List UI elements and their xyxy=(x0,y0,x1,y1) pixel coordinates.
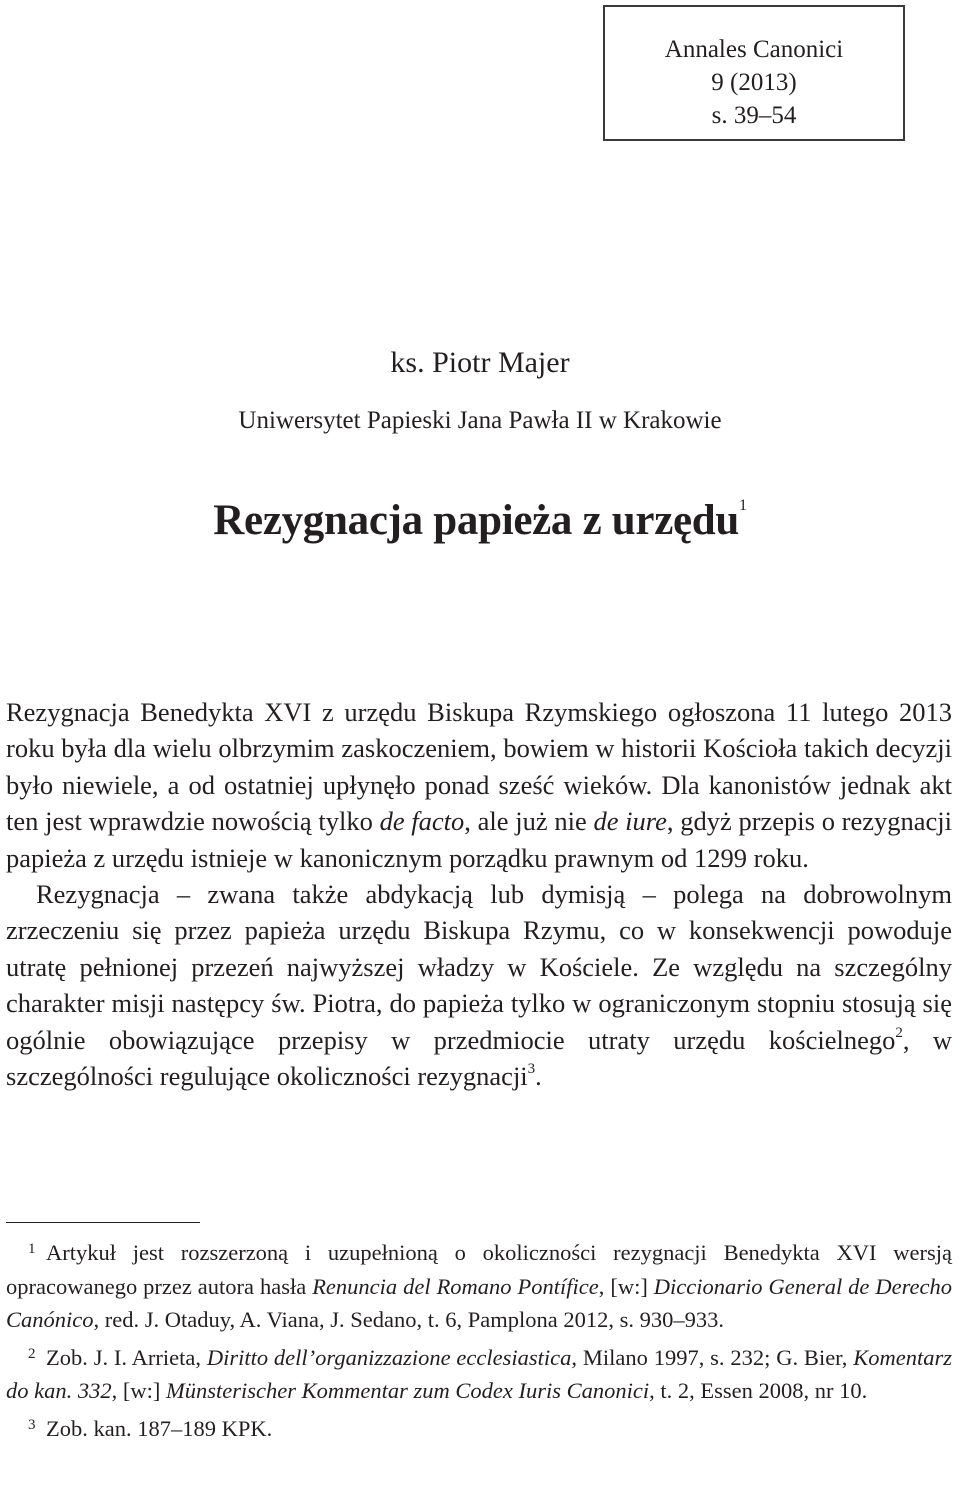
footnotes xyxy=(6,1236,952,1449)
paragraph-1 xyxy=(6,694,952,876)
author-affiliation: Uniwersytet Papieski Jana Pawła II w Krakowie xyxy=(238,407,722,434)
footnote-italic: Diritto dell’organizzazione ecclesiastica xyxy=(206,1344,572,1370)
footnote-text: Zob. J. I. Arrieta, xyxy=(46,1344,207,1370)
paragraph-1-text: , ale już nie xyxy=(464,806,594,837)
paragraph-1-text: , gdyż przepis o rezygnacji papieża z urzędu istnieje w kanonicznym porządku prawnym od 1299 roku. xyxy=(6,806,953,873)
footnote-text: , [w:] xyxy=(111,1378,166,1403)
footnote-text: Artykuł jest rozszerzoną i uzupełnioną o okoliczności rezygnacji Benedykta XVI wersją opracowanego przez autora hasła xyxy=(6,1240,952,1299)
title-footnote-ref[interactable]: 1 xyxy=(739,497,747,514)
article-title xyxy=(0,493,960,549)
paragraph-1-text: Rezygnacja Benedykta XVI z urzędu Biskupa Rzymskiego ogłoszona 11 lutego 2013 roku była dla wielu olbrzymim zaskoczeniem, bowiem w historii Kościoła takich decyzji było niewiele, a od ostatniej upłynęło ponad sześć wieków. Dla kanonistów jednak akt ten jest wprawdzie nowością tylko xyxy=(6,697,952,837)
footnote-text: , t. 2, Essen 2008, nr 10. xyxy=(649,1378,868,1403)
author-name: ks. Piotr Majer xyxy=(390,346,570,379)
paragraph-2-text: , w szczególności regulujące okoliczności rezygnacji xyxy=(6,1024,953,1092)
footnote-text: , Milano 1997, s. 232; G. Bier, xyxy=(571,1344,854,1370)
footnote-ref-3[interactable]: 3 xyxy=(527,1061,536,1078)
journal-info-box xyxy=(603,5,905,141)
footnote-italic: Diccionario General de Derecho Canónico xyxy=(6,1273,953,1332)
footnote-italic: Münsterischer Kommentar zum Codex Iuris Canonici xyxy=(166,1378,650,1403)
paragraph-2-text: . xyxy=(535,1061,542,1092)
footnote-2: 2 Zob. J. I. Arrieta, Diritto dell’organizzazione ecclesiastica, Milano 1997, s. 232; G. Bier, Komentarz do kan. 332, [w:] Münsterischer Kommentar zum Codex Iuris Canonici, t. 2, Essen 2008, nr 10. xyxy=(6,1344,953,1403)
paragraph-2 xyxy=(6,876,952,1094)
article-body xyxy=(6,694,952,1094)
footnote-1: 1 Artykuł jest rozszerzoną i uzupełnioną o okoliczności rezygnacji Benedykta XVI wersją opracowanego przez autora hasła Renuncia del Romano Pontífice, [w:] Diccionario General de Derecho Canónico, red. J. Otaduy, A. Viana, J. Sedano, t. 6, Pamplona 2012, s. 930–933. xyxy=(6,1240,953,1332)
footnote-separator xyxy=(6,1222,200,1223)
footnote-ref-2[interactable]: 2 xyxy=(895,1024,903,1041)
article-title-text: Rezygnacja papieża z urzędu xyxy=(213,497,740,544)
italic-term: de facto xyxy=(379,806,465,837)
footnote-text: Zob. kan. 187–189 KPK. xyxy=(46,1415,273,1441)
footnote-3: 3 Zob. kan. 187–189 KPK. xyxy=(28,1415,273,1441)
italic-term: de iure xyxy=(593,806,667,837)
footnote-text: , red. J. Otaduy, A. Viana, J. Sedano, t. 6, Pamplona 2012, s. 930–933. xyxy=(93,1307,724,1332)
journal-pages: s. 39–54 xyxy=(711,102,797,129)
journal-name: Annales Canonici xyxy=(664,36,844,63)
footnote-text: , [w:] xyxy=(598,1273,654,1299)
footnote-italic: Renuncia del Romano Pontífice xyxy=(312,1273,599,1299)
journal-volume: 9 (2013) xyxy=(711,69,797,96)
paragraph-2-text: Rezygnacja – zwana także abdykacją lub dymisją – polega na dobrowolnym zrzeczeniu się przez papieża urzędu Biskupa Rzymu, co w konsekwencji powoduje utratę pełnionej przezeń najwyższej władzy w Kościele. Ze względu na szczególny charakter misji następcy św. Piotra, do papieża tylko w ograniczonym stopniu stosują się ogólnie obowiązujące przepisy w przedmiocie utraty urzędu kościelnego xyxy=(6,879,952,1055)
footnote-italic: Komentarz do kan. 332 xyxy=(6,1344,953,1403)
